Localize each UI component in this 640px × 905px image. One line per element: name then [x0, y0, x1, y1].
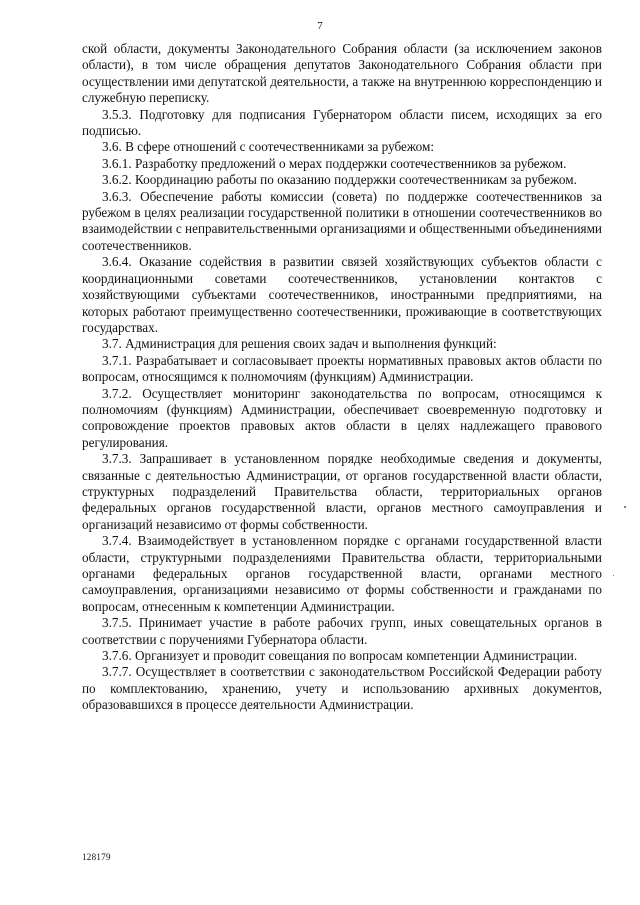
- paragraph-3-6-1: 3.6.1. Разработку предложений о мерах поддержки соотечественников за рубежом.: [102, 155, 567, 171]
- paragraph-3-7-4: 3.7.4. Взаимодействует в установленном порядке с органами государственной власти области, структурными подразделениями Правительства области, территориальными органами федеральных органов государственной власти, органами местного самоуправления, организациями независимо от формы собственности и гражданами по вопросам, отнесенным к компетенции Администрации.: [82, 533, 602, 614]
- scan-speck: [613, 575, 614, 576]
- paragraph-3-7-2: 3.7.2. Осуществляет мониторинг законодательства по вопросам, относящимся к полномочиям (функциям) Администрации, обеспечивает своевременную подготовку и сопровождение проектов правовых актов области в целях надлежащего правового регулирования.: [82, 385, 602, 450]
- paragraph-continuation: ской области, документы Законодательного Собрания области (за исключением законов области), в том числе обращения депутатов Законодательного Собрания области при осуществлении ими депутатской деятельности, а также на внутреннюю корреспонденцию и служебную переписку.: [82, 41, 602, 106]
- paragraph-3-7-1: 3.7.1. Разрабатывает и согласовывает проекты нормативных правовых актов области по вопросам, относящимся к полномочиям (функциям) Администрации.: [82, 352, 602, 385]
- document-id: 128179: [82, 852, 111, 862]
- page-number: 7: [317, 20, 323, 32]
- paragraph-3-7: 3.7. Администрация для решения своих задач и выполнения функций:: [102, 336, 497, 352]
- paragraph-3-7-5: 3.7.5. Принимает участие в работе рабочих групп, иных совещательных органов в соответствии с поручениями Губернатора области.: [82, 615, 602, 647]
- paragraph-3-7-7: 3.7.7. Осуществляет в соответствии с законодательством Российской Федерации работу по комплектованию, хранению, учету и использованию архивных документов, образовавшихся в процессе деятельности Администрации.: [82, 664, 602, 713]
- scan-speck: [624, 506, 626, 508]
- document-body: [82, 41, 602, 714]
- paragraph-3-7-3: 3.7.3. Запрашивает в установленном порядке необходимые сведения и документы, связанные с деятельностью Администрации, от органов государственной власти области, структурных подразделений Правительства области, территориальных органов федеральных органов государственной власти, органов местного самоуправления и организаций независимо от формы собственности.: [82, 451, 602, 532]
- paragraph-3-6-2: 3.6.2. Координацию работы по оказанию поддержки соотечественникам за рубежом.: [102, 172, 577, 188]
- paragraph-3-6-3: 3.6.3. Обеспечение работы комиссии (совета) по поддержке соотечественников за рубежом в целях реализации государственной политики в отношении соотечественников во взаимодействии с неправительственными организациями и общественными объединениями соотечественников.: [82, 188, 602, 253]
- paragraph-3-5-3: 3.5.3. Подготовку для подписания Губернатором области писем, исходящих за его подписью.: [82, 106, 602, 139]
- paragraph-3-7-6: 3.7.6. Организует и проводит совещания по вопросам компетенции Администрации.: [102, 648, 578, 664]
- paragraph-3-6-4: 3.6.4. Оказание содействия в развитии связей хозяйствующих субъектов области с координационными советами соотечественников, установлении контактов с хозяйствующими субъектами соотечественников, иностранными предприятиями, на которых работают преимущественно соотечественники, проживающие в соответствующих государствах.: [82, 254, 602, 335]
- paragraph-3-6: 3.6. В сфере отношений с соотечественниками за рубежом:: [102, 139, 435, 155]
